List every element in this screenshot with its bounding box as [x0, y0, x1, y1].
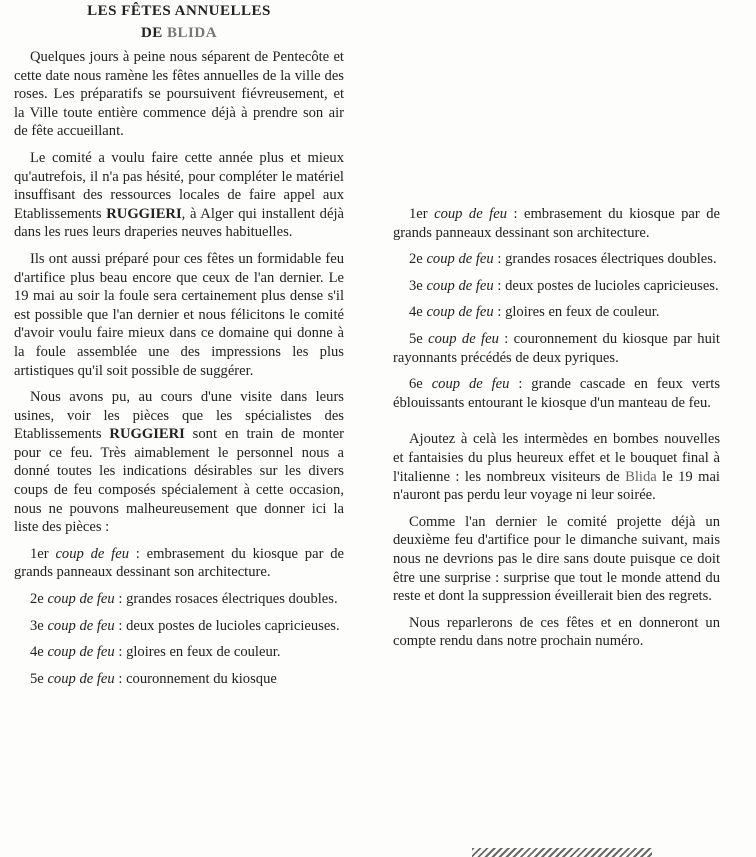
item-label: coup de feu	[426, 251, 494, 268]
ornamental-divider	[472, 848, 652, 857]
paragraph-intro: Quelques jours à peine nous séparent de Pentecôte et cette date nous ramène les fêtes annuelles de la ville des roses. Les préparatifs se poursuivent fiévreusement, et la Ville toute entière commence déjà à prendre son air de fête accueillant.	[14, 49, 344, 140]
paragraph-visite-text-b: sont en train de monter pour ce feu. Très aimablement le personnel nous a donné toutes les indications désirables sur les divers coups de feu composés spécialement à cette occasion, nous ne pouvons malheureusement que donner ici la liste des pièces :	[14, 426, 344, 536]
item-number: 4e	[409, 304, 423, 321]
item-text: : gloires en feux de couleur.	[114, 644, 281, 661]
item-text: : couronnement du kiosque	[114, 670, 277, 687]
item-text: : grande cascade en feux verts éblouissants entourant le kiosque d'un manteau de feu.	[393, 376, 720, 411]
paragraph-reparlerons: Nous reparlerons de ces fêtes et en donneront un compte rendu dans notre prochain numéro.	[393, 614, 720, 650]
item-label: coup de feu	[428, 330, 499, 347]
item-label: coup de feu	[47, 591, 115, 608]
right-column	[393, 205, 720, 659]
item-number: 2e	[30, 591, 44, 608]
item-number: 6e	[409, 376, 423, 393]
paragraph-visite-text-a: Nous avons pu, au cours d'une visite dans leurs usines, voir les pièces que les spécialistes des Etablissements	[14, 389, 344, 443]
item-label: coup de feu	[47, 617, 115, 634]
list-item	[14, 545, 344, 582]
list-item	[393, 330, 720, 367]
item-label: coup de feu	[47, 670, 115, 687]
item-number: 4e	[30, 644, 44, 661]
item-text: : grandes rosaces électriques doubles.	[114, 591, 338, 608]
item-number: 3e	[30, 617, 44, 634]
paragraph-visite	[14, 388, 344, 537]
title-city: BLIDA	[167, 25, 218, 41]
item-text: : embrasement du kiosque par de grands panneaux dessinant son architecture.	[14, 545, 344, 581]
item-text: : gloires en feux de couleur.	[493, 304, 660, 321]
paragraph-comme: Comme l'an dernier le comité projette déjà un deuxième feu d'artifice pour le dimanche suivant, mais nous ne devrions pas le dire sans doute puisque ce doit être une surprise : surprise que tout le monde attend du reste et dont la suppression éveillerait bien des regrets.	[393, 513, 720, 605]
list-item	[393, 205, 720, 242]
paragraph-comite-text-a: Le comité a voulu faire cette année plus et mieux qu'autrefois, il n'a pas hésité, pour compléter le matériel insuffisant des ressources locales de faire appel aux Etablissements	[14, 149, 344, 222]
paragraph-comite-text-b: , à Alger qui installent déjà dans les rues leurs draperies neuves habituelles.	[14, 205, 344, 241]
item-number: 2e	[409, 251, 423, 268]
list-item	[14, 670, 344, 689]
item-number: 5e	[409, 330, 423, 347]
paragraph-ajoutez-text-a: Ajoutez à celà les intermèdes en bombes nouvelles et fantaisies du plus heureux effet et le bouquet final à l'italienne : les nombreux visiteurs de	[393, 431, 720, 485]
left-column	[14, 0, 344, 696]
list-item	[393, 250, 720, 269]
item-label: coup de feu	[47, 644, 115, 661]
title-line-2	[14, 22, 344, 44]
paragraph-feu: Ils ont aussi préparé pour ces fêtes un formidable feu d'artifice plus beau encore que ceux de l'an dernier. Le 19 mai au soir la foule sera certainement plus dense s'il est possible que l'an dernier et nous félicitons le comité d'avoir voulu faire mieux dans ce domaine qui donne à la foule assemblée une des impressions les plus artistiques qu'il soit possible de suggérer.	[14, 250, 344, 379]
item-label: coup de feu	[434, 206, 507, 222]
item-text: : embrasement du kiosque par de grands panneaux dessinant son architecture.	[393, 206, 720, 241]
title-de: DE	[140, 25, 163, 41]
company-name: RUGGIERI	[109, 426, 185, 443]
list-item	[393, 277, 720, 296]
paragraph-comite	[14, 149, 344, 242]
article-title	[14, 0, 344, 44]
list-item	[14, 590, 344, 609]
item-label: coup de feu	[426, 277, 494, 294]
list-item	[393, 303, 720, 322]
list-item	[393, 375, 720, 412]
item-text: : couronnement du kiosque par huit rayonnants précédés de deux pyriques.	[393, 330, 720, 366]
item-label: coup de feu	[431, 376, 510, 393]
paragraph-ajoutez-text-b: le 19 mai n'auront pas perdu leur voyage ni leur soirée.	[393, 468, 720, 504]
list-item	[14, 617, 344, 636]
item-number: 5e	[30, 670, 44, 687]
item-label: coup de feu	[55, 545, 129, 562]
item-number: 3e	[409, 277, 423, 294]
paragraph-ajoutez	[393, 430, 720, 504]
company-name: RUGGIERI	[106, 205, 182, 222]
list-item	[14, 643, 344, 662]
spacer	[393, 420, 720, 430]
item-text: : grandes rosaces électriques doubles.	[493, 251, 717, 268]
city-name: Blida	[625, 468, 657, 485]
item-text: : deux postes de lucioles capricieuses.	[493, 277, 719, 294]
item-text: : deux postes de lucioles capricieuses.	[114, 617, 340, 634]
item-label: coup de feu	[426, 304, 494, 321]
item-number: 1er	[30, 545, 49, 562]
item-number: 1er	[409, 206, 428, 222]
title-line-1: LES FÊTES ANNUELLES	[87, 3, 271, 19]
